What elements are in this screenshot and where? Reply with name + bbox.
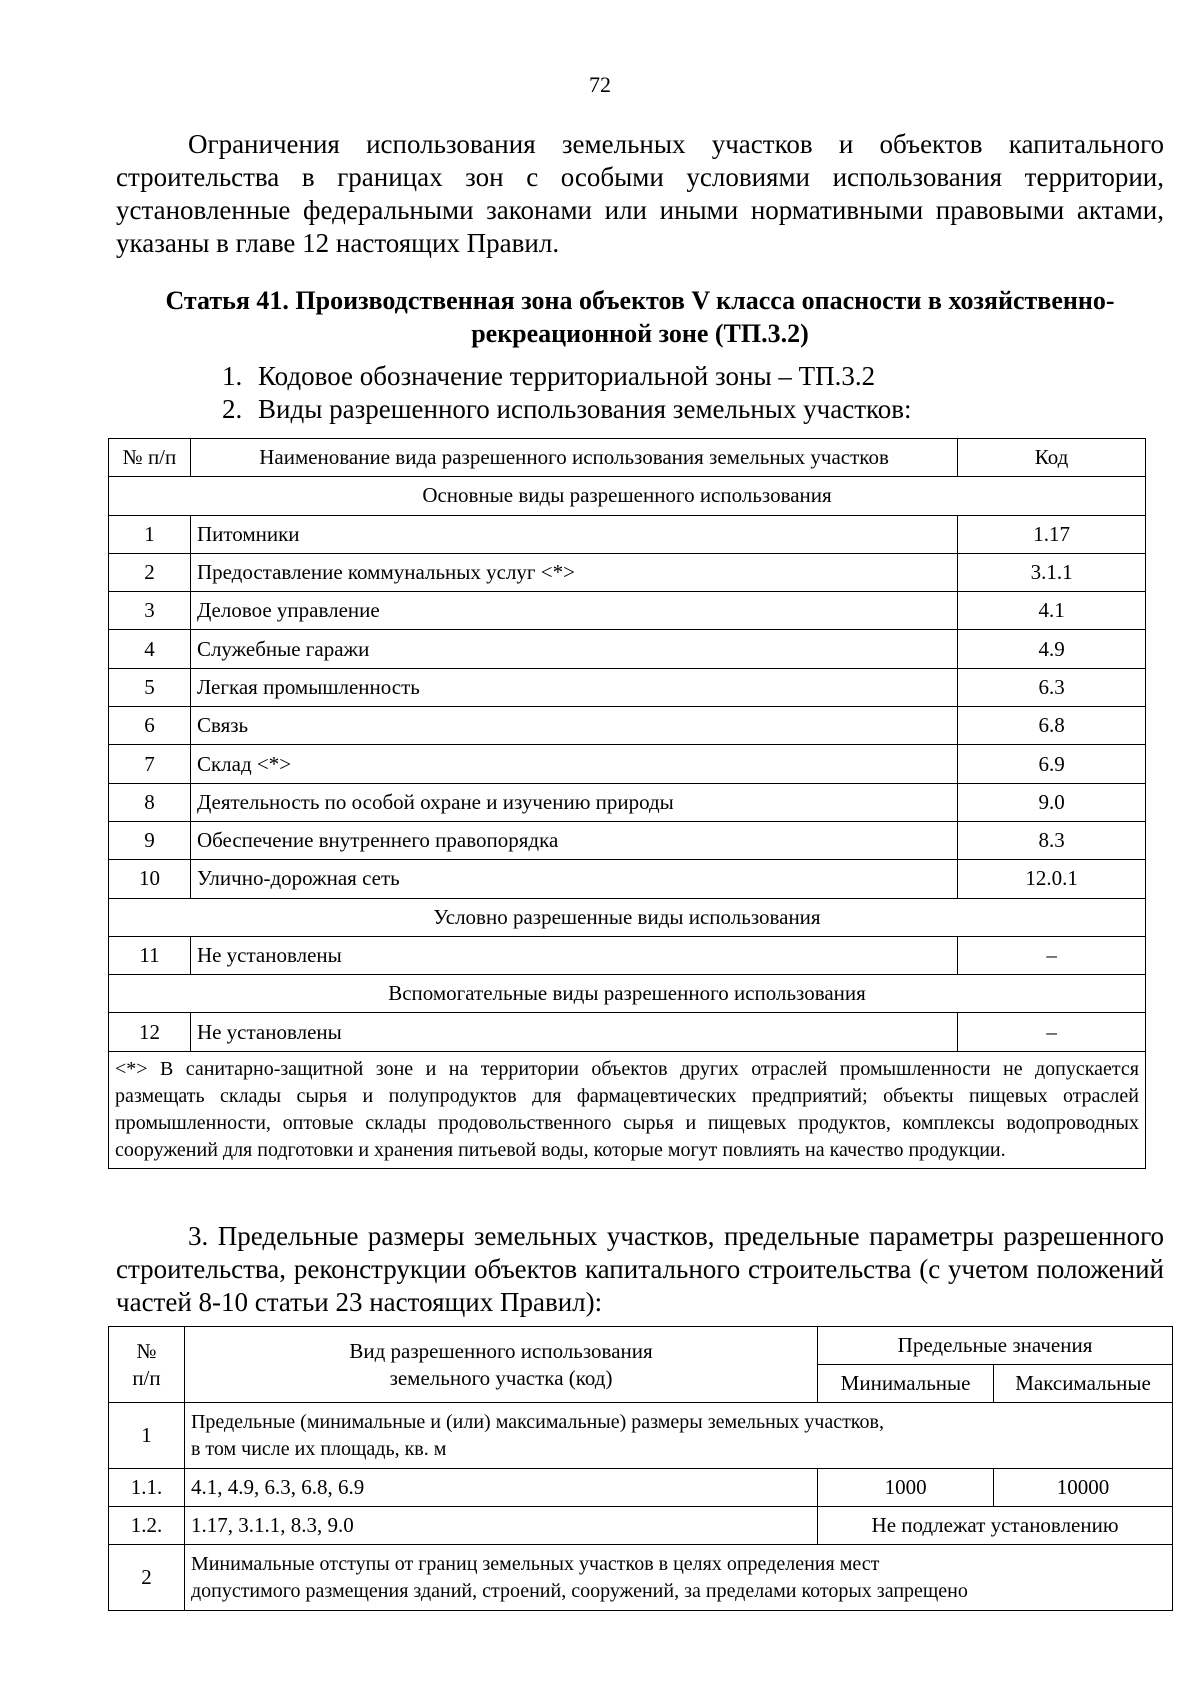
article-title-line-1: Статья 41. Производственная зона объектов V класса опасности в хозяйственно- xyxy=(165,286,1115,315)
row-code: 8.3 xyxy=(958,821,1146,859)
row-min: 1000 xyxy=(818,1469,994,1507)
table-row xyxy=(109,860,1146,898)
row-name: Питомники xyxy=(190,515,957,553)
section-conditional-title: Условно разрешенные виды использования xyxy=(109,898,1146,936)
row-num: 10 xyxy=(109,860,191,898)
row-name: Легкая промышленность xyxy=(190,668,957,706)
row-name: Деловое управление xyxy=(190,592,957,630)
header-max: Максимальные xyxy=(994,1365,1173,1403)
section-main-title: Основные виды разрешенного использования xyxy=(109,477,1146,515)
row-num: 12 xyxy=(109,1013,191,1051)
row-num: 1.1. xyxy=(109,1469,185,1507)
header-use-line-2: земельного участка (код) xyxy=(389,1365,613,1390)
row-code: – xyxy=(958,936,1146,974)
header-limits: Предельные значения xyxy=(818,1327,1173,1365)
row-name: Служебные гаражи xyxy=(190,630,957,668)
list-item-text: Кодовое обозначение территориальной зоны – ТП.3.2 xyxy=(258,361,876,391)
limits-row-1-1 xyxy=(109,1469,1173,1507)
row-code: 6.3 xyxy=(958,668,1146,706)
list-item-1 xyxy=(222,360,875,393)
list-item-number: 2. xyxy=(222,394,243,424)
row-code: 12.0.1 xyxy=(958,860,1146,898)
row-code: 1.17 xyxy=(958,515,1146,553)
article-title xyxy=(116,284,1164,350)
row-text-line-2: допустимого размещения зданий, строений, сооружений, за пределами которых запрещено xyxy=(190,1579,968,1602)
row-text-line-1: Минимальные отступы от границ земельных участков в целях определения мест xyxy=(190,1552,880,1575)
row-max: 10000 xyxy=(994,1469,1173,1507)
row-text-line-2: в том числе их площадь, кв. м xyxy=(190,1437,447,1460)
row-num: 3 xyxy=(109,592,191,630)
header-num-line-1: № xyxy=(136,1338,157,1363)
row-codes: 1.17, 3.1.1, 8.3, 9.0 xyxy=(184,1507,817,1545)
row-num: 2 xyxy=(109,553,191,591)
page-number: 72 xyxy=(589,72,611,97)
row-num: 1.2. xyxy=(109,1507,185,1545)
header-use-line-1: Вид разрешенного использования xyxy=(349,1338,653,1363)
header-use xyxy=(184,1327,817,1403)
header-min: Минимальные xyxy=(818,1365,994,1403)
row-num: 1 xyxy=(109,515,191,553)
row-value: Не подлежат установлению xyxy=(818,1507,1173,1545)
row-code: 3.1.1 xyxy=(958,553,1146,591)
row-num: 9 xyxy=(109,821,191,859)
row-name: Предоставление коммунальных услуг <*> xyxy=(190,553,957,591)
section-auxiliary-title: Вспомогательные виды разрешенного использования xyxy=(109,975,1146,1013)
row-codes: 4.1, 4.9, 6.3, 6.8, 6.9 xyxy=(184,1469,817,1507)
section-row-auxiliary xyxy=(109,975,1146,1013)
row-name: Не установлены xyxy=(190,936,957,974)
row-text xyxy=(184,1545,1172,1611)
table-row xyxy=(109,936,1146,974)
section-row-main xyxy=(109,477,1146,515)
table-row xyxy=(109,745,1146,783)
table-row xyxy=(109,630,1146,668)
row-num: 6 xyxy=(109,707,191,745)
row-code: 6.8 xyxy=(958,707,1146,745)
row-num: 4 xyxy=(109,630,191,668)
row-code: 9.0 xyxy=(958,783,1146,821)
row-name: Обеспечение внутреннего правопорядка xyxy=(190,821,957,859)
row-name: Склад <*> xyxy=(190,745,957,783)
row-name: Не установлены xyxy=(190,1013,957,1051)
section-row-conditional xyxy=(109,898,1146,936)
table-row xyxy=(109,783,1146,821)
table-row xyxy=(109,821,1146,859)
row-code: 4.1 xyxy=(958,592,1146,630)
header-num: № п/п xyxy=(109,439,191,477)
table-row xyxy=(109,668,1146,706)
table-row xyxy=(109,1013,1146,1051)
row-num: 2 xyxy=(109,1545,185,1611)
limits-table xyxy=(108,1326,1173,1611)
row-num: 8 xyxy=(109,783,191,821)
list-item-number: 1. xyxy=(222,361,243,391)
row-num: 7 xyxy=(109,745,191,783)
limits-row-2 xyxy=(109,1545,1173,1611)
table-row xyxy=(109,515,1146,553)
list-item-text: Виды разрешенного использования земельных участков: xyxy=(258,394,912,424)
table-row xyxy=(109,592,1146,630)
table-row xyxy=(109,553,1146,591)
row-num: 1 xyxy=(109,1403,185,1469)
row-name: Улично-дорожная сеть xyxy=(190,860,957,898)
row-code: 6.9 xyxy=(958,745,1146,783)
row-name: Деятельность по особой охране и изучению природы xyxy=(190,783,957,821)
limits-row-1-2 xyxy=(109,1507,1173,1545)
footnote-row xyxy=(109,1051,1146,1168)
table-row xyxy=(109,707,1146,745)
uses-table xyxy=(108,438,1146,1169)
limits-header-row-1 xyxy=(109,1327,1173,1365)
uses-table-header xyxy=(109,439,1146,477)
row-code: 4.9 xyxy=(958,630,1146,668)
header-name: Наименование вида разрешенного использования земельных участков xyxy=(190,439,957,477)
header-num xyxy=(109,1327,185,1403)
row-num: 11 xyxy=(109,936,191,974)
article-title-line-2: рекреационной зоне (ТП.3.2) xyxy=(471,319,809,348)
limits-row-1 xyxy=(109,1403,1173,1469)
footnote-text: <*> В санитарно-защитной зоне и на территории объектов других отраслей промышленности не допускается размещать склады сырья и полупродуктов для фармацевтических предприятий; объекты пищевых отраслей промышленности, оптовые склады продовольственного сырья и пищевых продуктов, комплексы водопроводных сооружений для подготовки и хранения питьевой воды, которые могут повлиять на качество продукции. xyxy=(109,1051,1146,1168)
row-name: Связь xyxy=(190,707,957,745)
row-num: 5 xyxy=(109,668,191,706)
header-num-line-2: п/п xyxy=(132,1365,161,1390)
intro-paragraph: Ограничения использования земельных участков и объектов капитального строительства в границах зон с особыми условиями использования территории, установленные федеральными законами или иными нормативными правовыми актами, указаны в главе 12 настоящих Правил. xyxy=(116,129,1164,258)
list-item-2 xyxy=(222,393,912,426)
row-code: – xyxy=(958,1013,1146,1051)
row-text xyxy=(184,1403,1172,1469)
header-code: Код xyxy=(958,439,1146,477)
row-text-line-1: Предельные (минимальные и (или) максимальные) размеры земельных участков, xyxy=(190,1410,884,1433)
paragraph-3: 3. Предельные размеры земельных участков, предельные параметры разрешенного строительства, реконструкции объектов капитального строительства (с учетом положений частей 8-10 статьи 23 настоящих Правил): xyxy=(116,1221,1164,1317)
